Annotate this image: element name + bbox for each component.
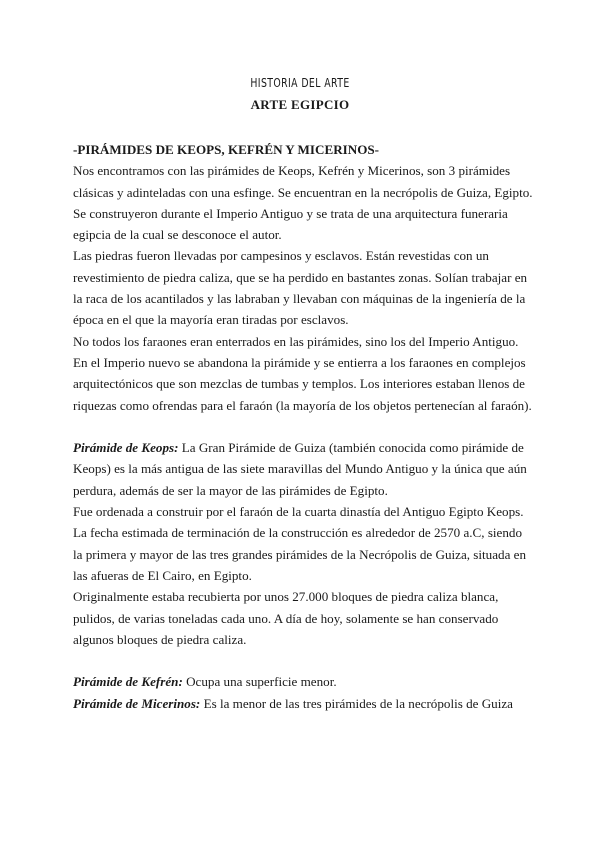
micerinos-paragraph <box>73 693 533 714</box>
keops-label: Pirámide de Keops: <box>73 440 179 456</box>
micerinos-label: Pirámide de Micerinos: <box>73 695 201 711</box>
document-body <box>73 139 533 714</box>
keops-text: La Gran Pirámide de Guiza (también conocida como pirámide de Keops) es la más antigua de las siete maravillas del Mundo Antiguo y la única que aún perdura, además de ser la mayor de las pirámides de Egipto. <box>73 440 527 498</box>
keops-paragraph <box>73 437 533 501</box>
paragraph-spacer <box>73 650 533 671</box>
section-heading: -PIRÁMIDES DE KEOPS, KEFRÉN Y MICERINOS- <box>73 142 380 157</box>
micerinos-text: Es la menor de las tres pirámides de la necrópolis de Guiza <box>200 695 513 711</box>
keops-paragraph-2: Fue ordenada a construir por el faraón de la cuarta dinastía del Antiguo Egipto Keops. La fecha estimada de terminación de la construcción es alrededor de 2570 a.C, siendo la primera y mayor de las tres grandes pirámides de la Necrópolis de Guiza, situada en las afueras de El Cairo, en Egipto. <box>73 504 527 583</box>
paragraph-spacer <box>73 416 533 437</box>
kefren-label: Pirámide de Kefrén: <box>73 674 183 690</box>
intro-paragraph: Nos encontramos con las pirámides de Keops, Kefrén y Micerinos, son 3 pirámides clásicas y adinteladas con una esfinge. Se encuentran en la necrópolis de Guiza, Egipto. Se construyeron durante el Imperio Antiguo y se trata de una arquitectura funeraria egipcia de la cual se desconoce el autor. <box>73 163 533 243</box>
intro-paragraph: No todos los faraones eran enterrados en las pirámides, sino los del Imperio Antiguo. En el Imperio nuevo se abandona la pirámide y se entierra a los faraones en complejos arquitectónicos que son mezclas de tumbas y templos. Los interiores estaban llenos de riquezas como ofrendas para el faraón (la mayoría de los objetos pertenecían al faraón). <box>73 333 532 413</box>
kefren-text: Ocupa una superficie menor. <box>182 674 337 690</box>
intro-paragraph: Las piedras fueron llevadas por campesinos y esclavos. Están revestidas con un revestimiento de piedra caliza, que se ha perdido en bastantes zonas. Solían trabajar en la raca de los acantilados y las labraban y llevaban con máquinas de la ingeniería de la época en el que la mayoría eran tiradas por esclavos. <box>73 248 528 328</box>
kefren-paragraph <box>73 671 533 692</box>
keops-paragraph-3: Originalmente estaba recubierta por unos 27.000 bloques de piedra caliza blanca, pulidos, de varias toneladas cada uno. A día de hoy, solamente se han conservado algunos bloques de piedra caliza. <box>73 589 499 647</box>
document-subtitle: ARTE EGIPCIO <box>250 97 350 112</box>
document-header: HISTORIA DEL ARTE <box>250 76 350 90</box>
